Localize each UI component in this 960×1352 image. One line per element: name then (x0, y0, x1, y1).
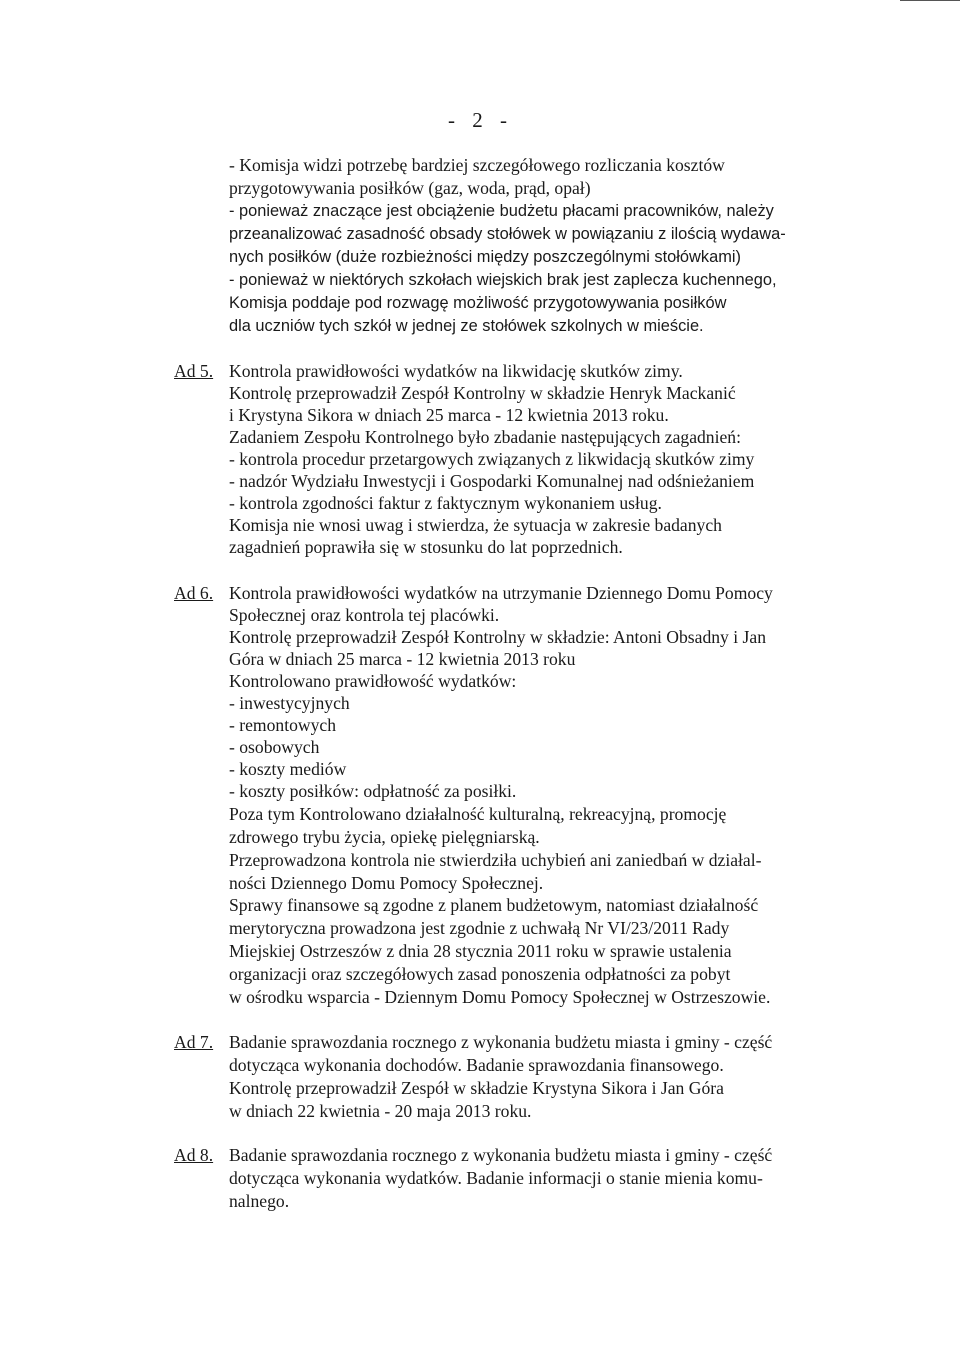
text-line: Sprawy finansowe są zgodne z planem budżetowym, natomiast działalność (229, 895, 759, 915)
text-line: zdrowego trybu życia, opiekę pielęgniarską. (229, 827, 540, 847)
section-label-ad5: Ad 5. (174, 361, 214, 381)
text-line: Kontrola prawidłowości wydatków na likwidację skutków zimy. (229, 361, 683, 381)
text-line: - kontrola procedur przetargowych związanych z likwidacją skutków zimy (229, 449, 755, 469)
text-line: - koszty posiłków: odpłatność za posiłki. (229, 781, 517, 801)
text-line: Badanie sprawozdania rocznego z wykonania budżetu miasta i gminy - część (229, 1032, 773, 1052)
text-line: Kontrola prawidłowości wydatków na utrzymanie Dziennego Domu Pomocy (229, 583, 773, 603)
text-line: nalnego. (229, 1191, 290, 1211)
page-number: - 2 - (448, 108, 513, 132)
section-label-ad8: Ad 8. (174, 1145, 214, 1165)
text-line: dotycząca wykonania dochodów. Badanie sprawozdania finansowego. (229, 1055, 724, 1075)
text-line: Społecznej oraz kontrola tej placówki. (229, 605, 500, 625)
text-line: Komisja nie wnosi uwag i stwierdza, że sytuacja w zakresie badanych (229, 515, 722, 535)
text-line: zagadnień poprawiła się w stosunku do lat poprzednich. (229, 537, 623, 557)
scan-edge-line (900, 0, 960, 1)
text-line: - nadzór Wydziału Inwestycji i Gospodarki Komunalnej nad odśnieżaniem (229, 471, 755, 491)
text-line: Zadaniem Zespołu Kontrolnego było zbadanie następujących zagadnień: (229, 427, 741, 447)
text-line: dla uczniów tych szkół w jednej ze stołówek szkolnych w mieście. (229, 317, 704, 335)
section-label-ad6: Ad 6. (174, 583, 214, 603)
text-line: - remontowych (229, 715, 336, 735)
text-line: Kontrolę przeprowadził Zespół w składzie Krystyna Sikora i Jan Góra (229, 1078, 724, 1098)
text-line: - kontrola zgodności faktur z faktycznym wykonaniem usług. (229, 493, 662, 513)
text-line: Poza tym Kontrolowano działalność kulturalną, rekreacyjną, promocję (229, 804, 727, 824)
text-line: - inwestycyjnych (229, 693, 350, 713)
text-line: Komisja poddaje pod rozwagę możliwość przygotowywania posiłków (229, 294, 727, 312)
text-line: dotycząca wykonania wydatków. Badanie informacji o stanie mienia komu- (229, 1168, 763, 1188)
text-line: - Komisja widzi potrzebę bardziej szczegółowego rozliczania kosztów (229, 155, 725, 175)
text-line: Badanie sprawozdania rocznego z wykonania budżetu miasta i gminy - część (229, 1145, 773, 1165)
text-line: i Krystyna Sikora w dniach 25 marca - 12 kwietnia 2013 roku. (229, 405, 669, 425)
text-line: organizacji oraz szczegółowych zasad ponoszenia odpłatności za pobyt (229, 964, 731, 984)
text-line: przeanalizować zasadność obsady stołówek w powiązaniu z ilością wydawa- (229, 225, 786, 243)
text-line: - osobowych (229, 737, 320, 757)
text-line: Kontrolę przeprowadził Zespół Kontrolny w składzie Henryk Mackanić (229, 383, 736, 403)
text-line: Kontrolę przeprowadził Zespół Kontrolny w składzie: Antoni Obsadny i Jan (229, 627, 766, 647)
text-line: Przeprowadzona kontrola nie stwierdziła uchybień ani zaniedbań w działal- (229, 850, 762, 870)
text-line: w ośrodku wsparcia - Dziennym Domu Pomocy Społecznej w Ostrzeszowie. (229, 987, 771, 1007)
text-line: Miejskiej Ostrzeszów z dnia 28 stycznia 2011 roku w sprawie ustalenia (229, 941, 732, 961)
section-label-ad7: Ad 7. (174, 1032, 214, 1052)
text-line: Kontrolowano prawidłowość wydatków: (229, 671, 517, 691)
text-line: nych posiłków (duże rozbieżności między poszczególnymi stołówkami) (229, 248, 741, 266)
text-line: przygotowywania posiłków (gaz, woda, prąd, opał) (229, 178, 591, 198)
text-line: ności Dziennego Domu Pomocy Społecznej. (229, 873, 544, 893)
text-line: - ponieważ znaczące jest obciążenie budżetu płacami pracowników, należy (229, 202, 774, 220)
text-line: Góra w dniach 25 marca - 12 kwietnia 2013 roku (229, 649, 576, 669)
text-line: - koszty mediów (229, 759, 347, 779)
text-line: w dniach 22 kwietnia - 20 maja 2013 roku. (229, 1101, 532, 1121)
text-line: merytoryczna prowadzona jest zgodnie z uchwałą Nr VI/23/2011 Rady (229, 918, 730, 938)
text-line: - ponieważ w niektórych szkołach wiejskich brak jest zaplecza kuchennego, (229, 271, 777, 289)
